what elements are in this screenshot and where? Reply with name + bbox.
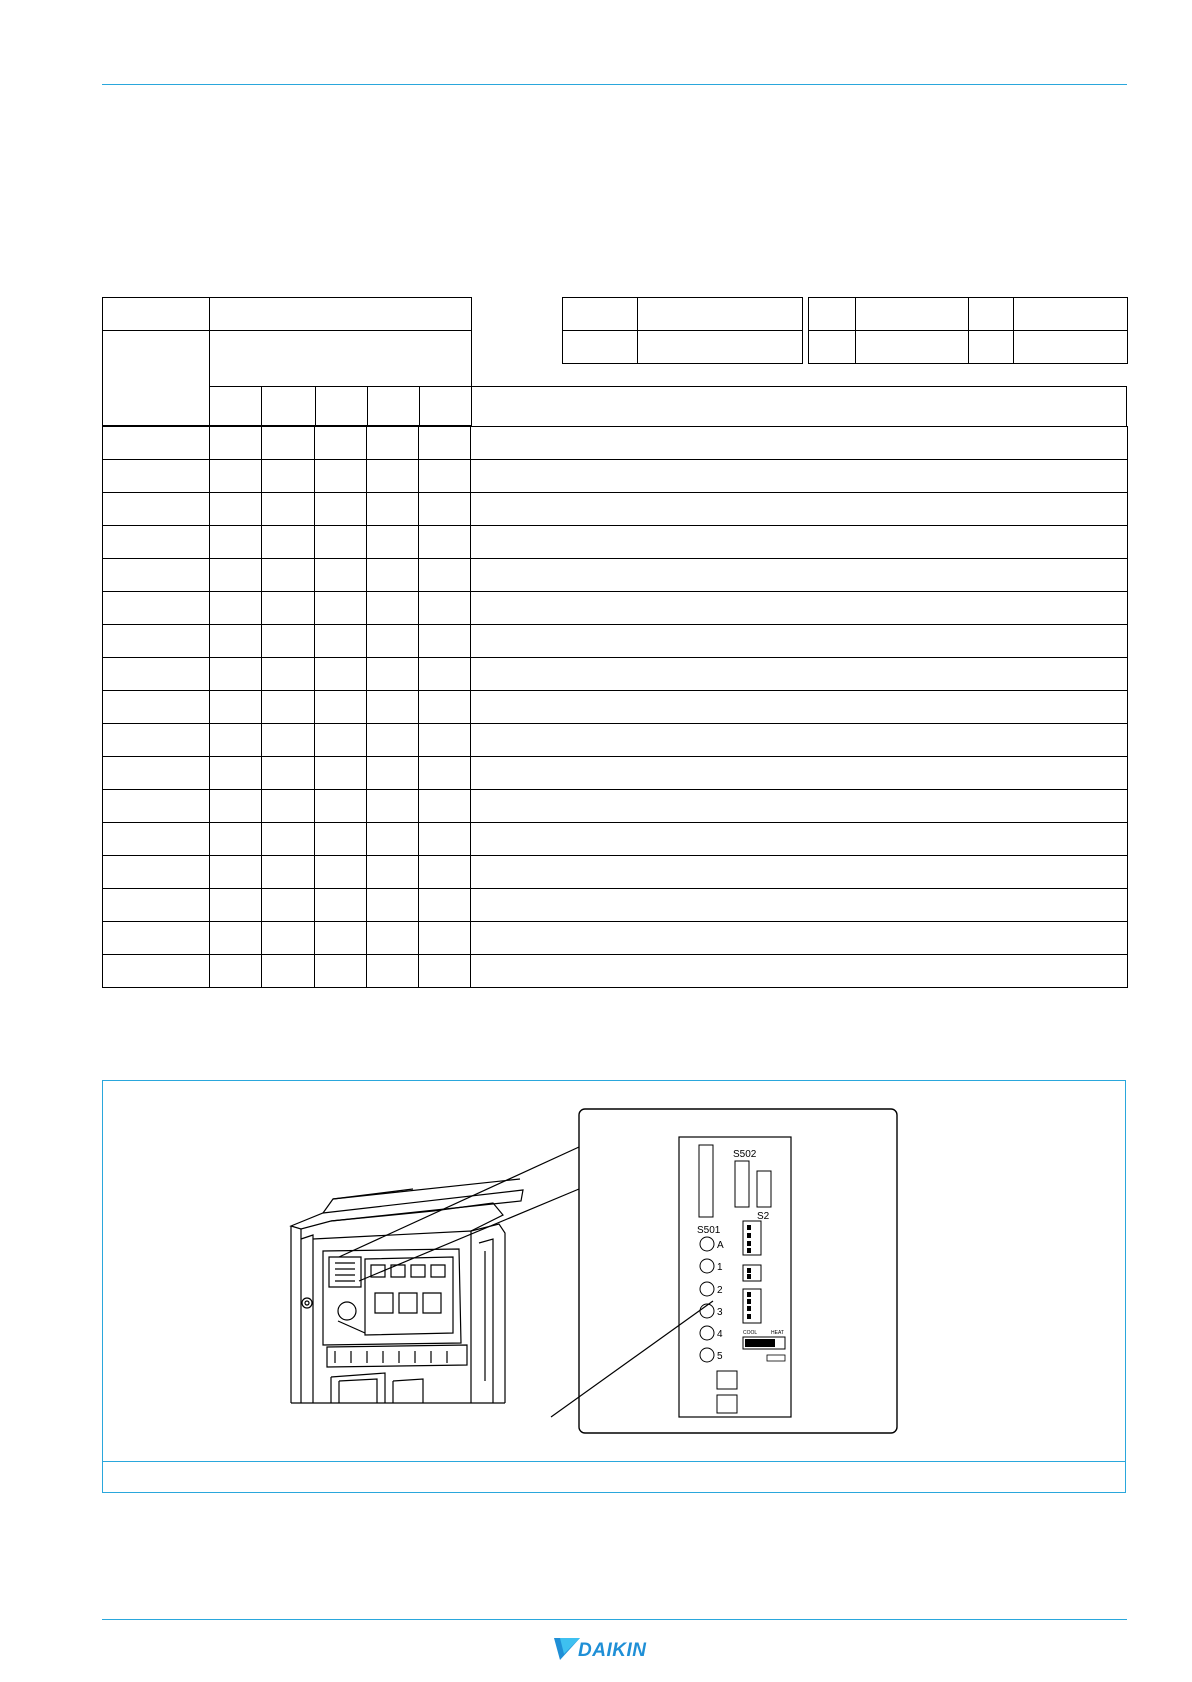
table-row	[103, 493, 1128, 526]
table-header-cell	[103, 331, 210, 426]
table-row	[103, 757, 1128, 790]
table-row	[103, 592, 1128, 625]
figure-caption-bar	[103, 1461, 1125, 1492]
table-row	[103, 790, 1128, 823]
table-row	[103, 427, 1128, 460]
led-label-5: 5	[717, 1351, 723, 1362]
led-label-a: A	[717, 1240, 724, 1251]
heat-label: HEAT	[771, 1330, 784, 1336]
table-header-cell	[210, 387, 262, 426]
leader-lines	[339, 1147, 713, 1417]
table-header-cell	[419, 387, 471, 426]
table-row	[103, 625, 1128, 658]
legend-table-left	[562, 297, 803, 364]
table-header-cell	[262, 387, 315, 426]
settings-table-body	[102, 426, 1128, 988]
legend-cell	[856, 298, 969, 331]
led-label-4: 4	[717, 1329, 723, 1340]
legend-cell	[809, 331, 856, 364]
table-row	[103, 724, 1128, 757]
table-body	[103, 427, 1128, 988]
legend-cell	[563, 298, 638, 331]
table-header-cell	[315, 387, 367, 426]
legend-cell	[809, 298, 856, 331]
table-row	[103, 955, 1128, 988]
footer-rule	[102, 1619, 1127, 1620]
table-row	[103, 559, 1128, 592]
table-header-cell	[210, 298, 472, 331]
table-row	[103, 889, 1128, 922]
table-header-cell	[472, 387, 1127, 427]
table-row	[103, 823, 1128, 856]
settings-table-header	[102, 297, 472, 426]
led-label-3: 3	[717, 1307, 723, 1318]
legend-cell	[856, 331, 969, 364]
table-row	[103, 526, 1128, 559]
led-label-1: 1	[717, 1262, 723, 1273]
s502-label: S502	[733, 1149, 757, 1160]
table-row	[103, 691, 1128, 724]
table-header-cell	[210, 331, 472, 387]
legend-cell	[969, 331, 1014, 364]
table-row	[103, 922, 1128, 955]
daikin-wordmark: DAIKIN	[578, 1640, 647, 1661]
table-header-cell	[367, 387, 419, 426]
figure-box	[102, 1080, 1126, 1493]
legend-table-right	[808, 297, 1128, 364]
outdoor-unit-illustration	[291, 1179, 523, 1403]
legend-cell	[1014, 298, 1128, 331]
legend-cell	[638, 331, 803, 364]
legend-cell	[969, 298, 1014, 331]
table-row	[103, 856, 1128, 889]
cool-label: COOL	[743, 1330, 758, 1336]
daikin-logo	[554, 1636, 684, 1664]
s501-label: S501	[697, 1225, 721, 1236]
table-row	[103, 460, 1128, 493]
legend-cell	[563, 331, 638, 364]
legend-cell	[1014, 331, 1128, 364]
table-row	[103, 658, 1128, 691]
header-rule	[102, 84, 1127, 85]
settings-table-description-header	[471, 386, 1127, 427]
table-header-cell	[103, 298, 210, 331]
led-label-2: 2	[717, 1285, 723, 1296]
s2-label: S2	[757, 1211, 770, 1222]
outdoor-unit-diagram	[103, 1081, 1125, 1461]
legend-cell	[638, 298, 803, 331]
